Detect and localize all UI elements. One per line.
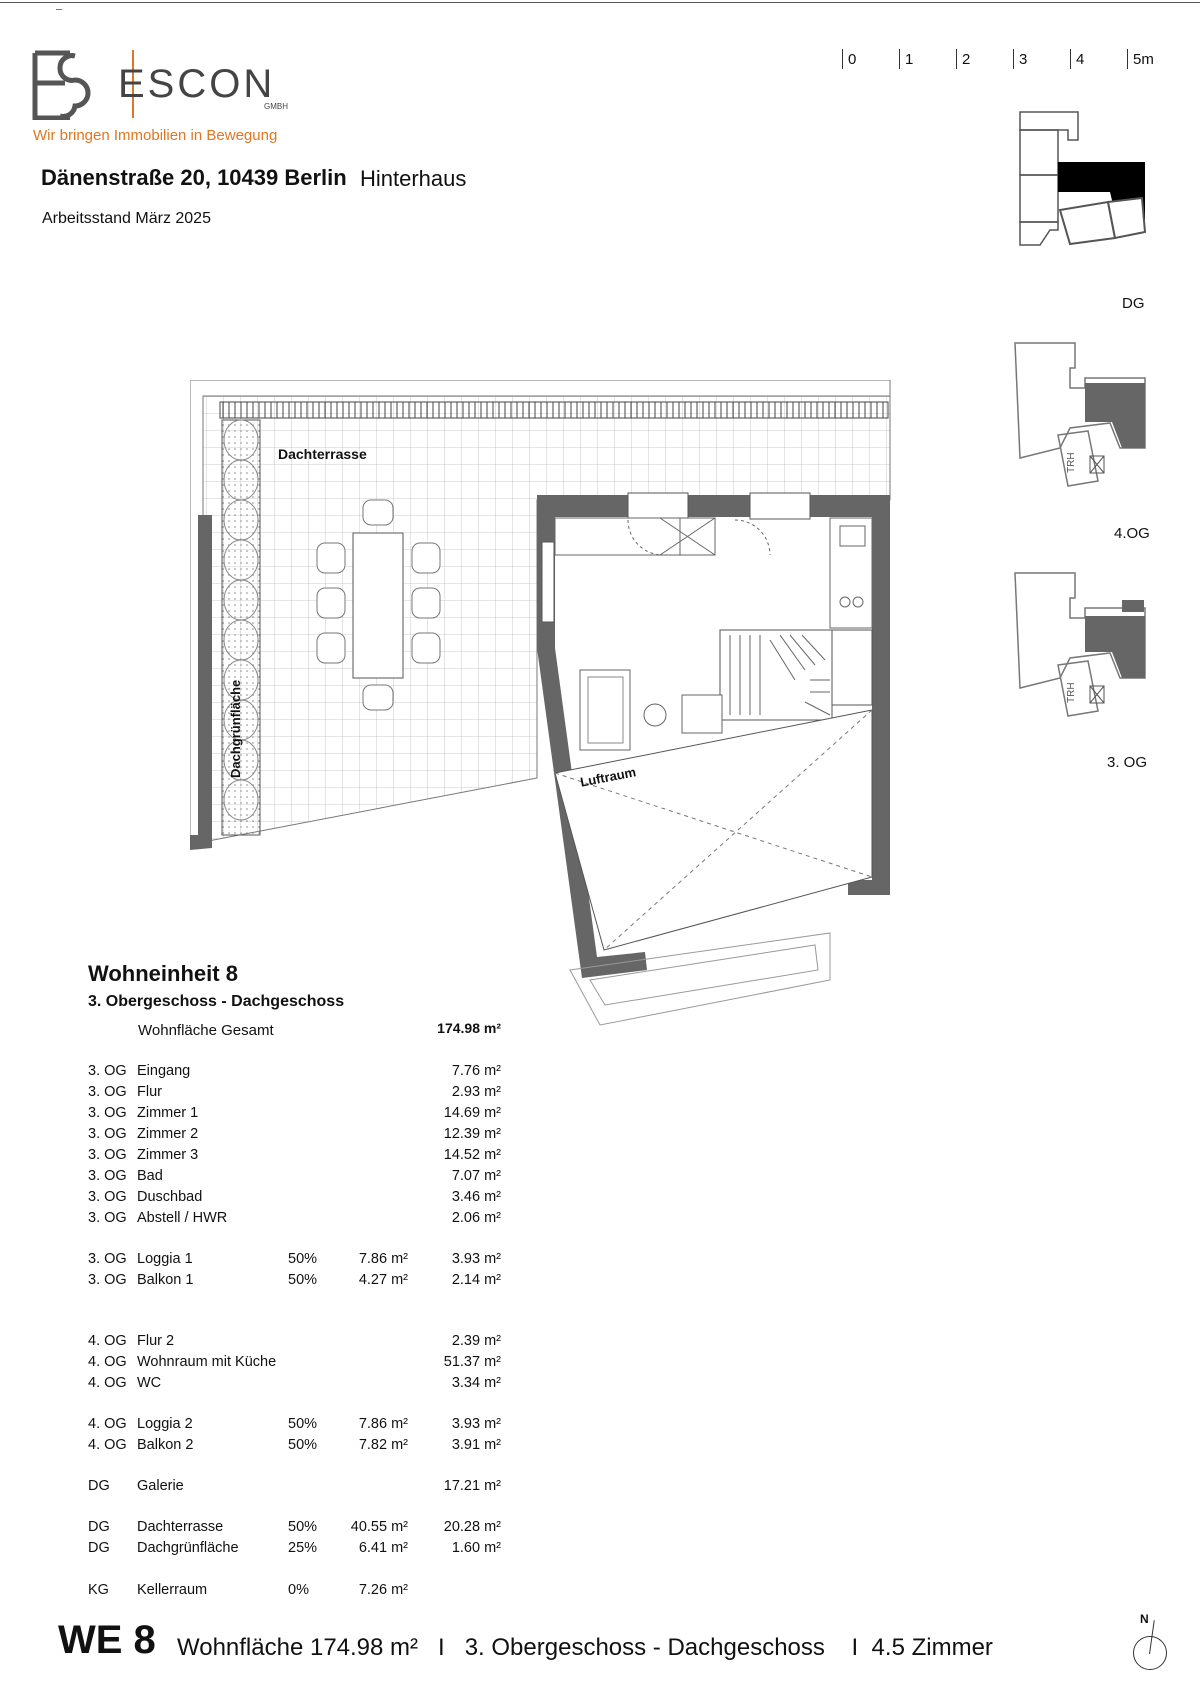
table-row: [0, 1416, 520, 1436]
room-floor: 3. OG: [88, 1189, 127, 1205]
scale-tick: [1127, 49, 1128, 69]
room-floor: 3. OG: [88, 1126, 127, 1142]
room-name: Loggia 1: [137, 1251, 193, 1267]
room-name: Abstell / HWR: [137, 1210, 228, 1226]
room-floor: 4. OG: [88, 1333, 127, 1349]
key-plan-3og: [1010, 568, 1160, 728]
table-row: [0, 1437, 520, 1457]
room-gross: 7.86 m²: [358, 1416, 408, 1432]
top-rule: [0, 2, 1200, 3]
room-floor: 4. OG: [88, 1354, 127, 1370]
room-name: Dachterrasse: [137, 1519, 224, 1535]
room-percent: 50%: [288, 1437, 318, 1453]
table-row: [0, 1147, 520, 1167]
room-area: 7.07 m²: [451, 1168, 501, 1184]
table-row: [0, 1210, 520, 1230]
room-area: 12.39 m²: [443, 1126, 501, 1142]
room-name: WC: [137, 1375, 162, 1391]
table-row: [0, 1519, 520, 1539]
room-floor: 3. OG: [88, 1168, 127, 1184]
table-row: [0, 1105, 520, 1125]
room-name: Galerie: [137, 1478, 184, 1494]
room-gross: 7.86 m²: [358, 1251, 408, 1267]
room-name: Flur: [137, 1084, 162, 1100]
room-area: 14.69 m²: [443, 1105, 501, 1121]
label-luftraum: Luftraum: [579, 764, 638, 790]
building-part: Hinterhaus: [360, 166, 467, 191]
total-area-value: 174.98 m²: [437, 1020, 501, 1036]
key-plan-dg: [1010, 110, 1160, 260]
room-percent: 50%: [288, 1416, 318, 1432]
scale-label: 1: [905, 51, 914, 68]
room-gross: 6.41 m²: [358, 1540, 408, 1556]
room-gross: 7.82 m²: [358, 1437, 408, 1453]
total-area-label: Wohnfläche Gesamt: [138, 1022, 274, 1039]
room-name: Bad: [137, 1168, 163, 1184]
work-status: Arbeitsstand März 2025: [42, 210, 211, 227]
room-floor: DG: [88, 1478, 110, 1494]
room-floor: 3. OG: [88, 1084, 127, 1100]
table-row: [0, 1540, 520, 1560]
room-percent: 0%: [288, 1582, 309, 1598]
room-name: Loggia 2: [137, 1416, 193, 1432]
room-area: 7.76 m²: [451, 1063, 501, 1079]
room-name: Kellerraum: [137, 1582, 208, 1598]
room-floor: 3. OG: [88, 1251, 127, 1267]
room-area: 2.14 m²: [451, 1272, 501, 1288]
room-percent: 50%: [288, 1272, 318, 1288]
table-row: [0, 1251, 520, 1271]
room-name: Wohnraum mit Küche: [137, 1354, 277, 1370]
room-floor: 3. OG: [88, 1210, 127, 1226]
table-row: [0, 1189, 520, 1209]
room-name: Duschbad: [137, 1189, 203, 1205]
room-floor: 4. OG: [88, 1416, 127, 1432]
room-floor: 3. OG: [88, 1063, 127, 1079]
scale-tick: [1070, 49, 1071, 69]
room-gross: 4.27 m²: [358, 1272, 408, 1288]
room-area: 2.39 m²: [451, 1333, 501, 1349]
room-name: Flur 2: [137, 1333, 175, 1349]
room-name: Balkon 2: [137, 1437, 194, 1453]
room-name: Zimmer 3: [137, 1147, 199, 1163]
table-row: [0, 1126, 520, 1146]
room-name: Zimmer 1: [137, 1105, 199, 1121]
room-area: 3.93 m²: [451, 1251, 501, 1267]
room-name: Balkon 1: [137, 1272, 194, 1288]
room-area: 1.60 m²: [451, 1540, 501, 1556]
table-row: [0, 1168, 520, 1188]
room-area: 3.93 m²: [451, 1416, 501, 1432]
room-name: Zimmer 2: [137, 1126, 199, 1142]
label-dachterrasse: Dachterrasse: [278, 446, 367, 462]
table-row: [0, 1272, 520, 1292]
trh-label: TRH: [1066, 682, 1077, 703]
room-area: 51.37 m²: [443, 1354, 501, 1370]
room-name: Eingang: [137, 1063, 191, 1079]
scale-label: 5m: [1133, 51, 1154, 68]
brand-name: ESCON: [118, 62, 276, 106]
table-row: [0, 1375, 520, 1395]
room-floor: DG: [88, 1540, 110, 1556]
scale-tick: [842, 49, 843, 69]
unit-title: Wohneinheit 8: [88, 961, 238, 986]
key-plan-label-4og: 4.OG: [1114, 525, 1150, 542]
label-dachgruenflaeche: Dachgrünfläche: [228, 679, 243, 778]
table-row: [0, 1354, 520, 1374]
room-percent: 50%: [288, 1251, 318, 1267]
unit-floors: 3. Obergeschoss - Dachgeschoss: [88, 993, 345, 1010]
key-plan-label-3og: 3. OG: [1107, 754, 1148, 771]
room-floor: 4. OG: [88, 1375, 127, 1391]
address: Dänenstraße 20, 10439 Berlin: [41, 165, 347, 190]
scale-tick: [956, 49, 957, 69]
north-label: N: [1140, 1612, 1149, 1626]
table-row: [0, 1333, 520, 1353]
scale-label: 2: [962, 51, 971, 68]
room-gross: 7.26 m²: [358, 1582, 408, 1598]
brand-slogan: Wir bringen Immobilien in Bewegung: [33, 127, 278, 144]
scale-tick: [1013, 49, 1014, 69]
room-percent: 50%: [288, 1519, 318, 1535]
room-area: 17.21 m²: [443, 1478, 501, 1494]
floor-plan-dg: [190, 380, 910, 1080]
key-plan-4og: [1010, 338, 1160, 498]
top-mark: [56, 9, 62, 10]
table-row: [0, 1582, 520, 1602]
room-area: 3.34 m²: [451, 1375, 501, 1391]
room-area: 3.46 m²: [451, 1189, 501, 1205]
brand-suffix: GMBH: [264, 102, 288, 111]
table-row: [0, 1084, 520, 1104]
room-floor: 3. OG: [88, 1272, 127, 1288]
footer-unit-id: WE 8: [58, 1618, 156, 1662]
room-gross: 40.55 m²: [350, 1519, 408, 1535]
room-floor: 3. OG: [88, 1105, 127, 1121]
footer-summary: Wohnfläche 174.98 m² I 3. Obergeschoss - Dachgeschoss I 4.5 Zimmer: [177, 1634, 993, 1661]
room-floor: KG: [88, 1582, 109, 1598]
room-name: Dachgrünfläche: [137, 1540, 239, 1556]
table-row: [0, 1478, 520, 1498]
room-area: 2.93 m²: [451, 1084, 501, 1100]
trh-label: TRH: [1066, 452, 1077, 473]
room-floor: 4. OG: [88, 1437, 127, 1453]
scale-tick: [899, 49, 900, 69]
key-plan-label-dg: DG: [1122, 295, 1145, 312]
room-area: 2.06 m²: [451, 1210, 501, 1226]
room-area: 20.28 m²: [443, 1519, 501, 1535]
table-row: [0, 1063, 520, 1083]
room-percent: 25%: [288, 1540, 318, 1556]
room-area: 14.52 m²: [443, 1147, 501, 1163]
scale-label: 0: [848, 51, 857, 68]
room-floor: DG: [88, 1519, 110, 1535]
room-area: 3.91 m²: [451, 1437, 501, 1453]
scale-label: 4: [1076, 51, 1085, 68]
room-floor: 3. OG: [88, 1147, 127, 1163]
scale-label: 3: [1019, 51, 1028, 68]
